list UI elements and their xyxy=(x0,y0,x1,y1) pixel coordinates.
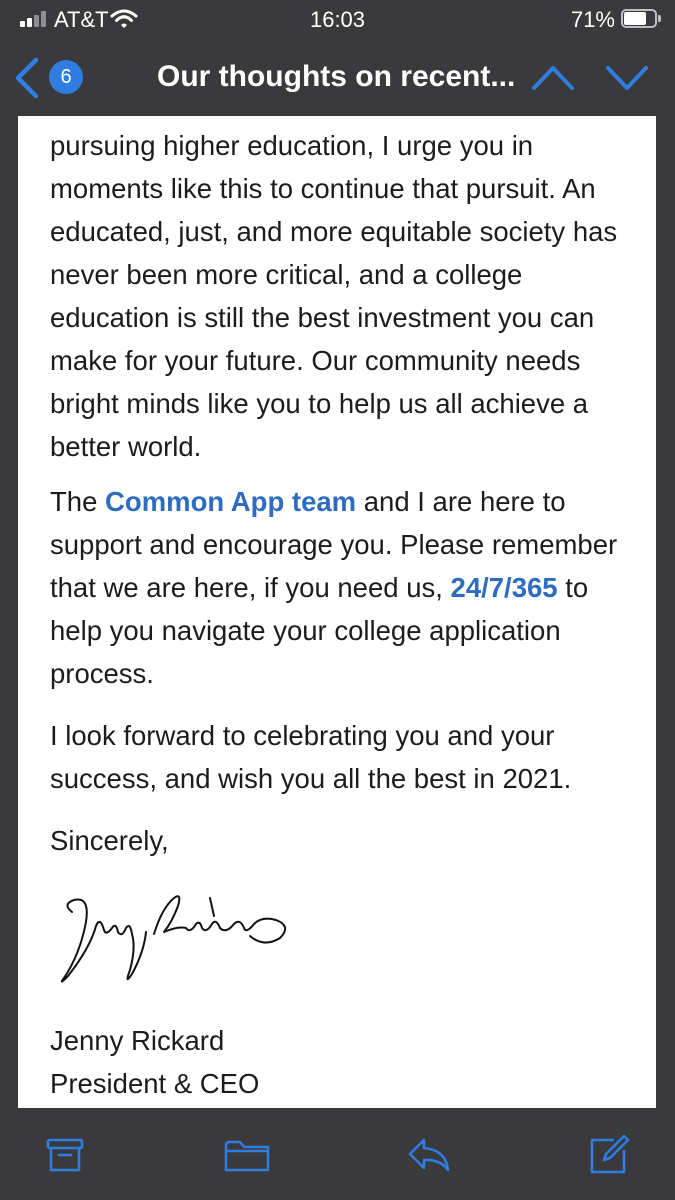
chevron-up-icon xyxy=(530,58,576,98)
carrier-name: AT&T xyxy=(54,7,109,32)
clock: 16:03 xyxy=(309,7,366,32)
message-body[interactable] xyxy=(18,116,656,1108)
reply-icon xyxy=(404,1130,454,1180)
body-text: The xyxy=(50,486,106,517)
next-message-button[interactable] xyxy=(604,58,650,98)
archive-icon xyxy=(40,1130,90,1180)
common-app-team-link[interactable]: Common App team xyxy=(105,486,357,517)
message-subject-title: Our thoughts on recent... xyxy=(157,60,516,93)
body-paragraph xyxy=(50,480,640,695)
folder-icon xyxy=(222,1130,272,1180)
previous-message-button[interactable] xyxy=(530,58,576,98)
bottom-toolbar xyxy=(0,1108,675,1200)
back-button[interactable] xyxy=(10,56,50,100)
chevron-down-icon xyxy=(604,58,650,98)
chevron-left-icon xyxy=(10,56,50,100)
navigation-bar xyxy=(0,38,675,116)
unread-count-badge: 6 xyxy=(49,60,83,94)
closing-line: Sincerely, xyxy=(50,825,169,856)
body-text: and I are here to support and encourage you. Please remember that we are here, if you need us, xyxy=(50,486,618,603)
compose-icon xyxy=(584,1130,634,1180)
sender-name: Jenny Rickard xyxy=(50,1025,225,1056)
compose-button[interactable] xyxy=(584,1130,634,1180)
body-paragraph: pursuing higher education, I urge you in moments like this to continue that pursuit. An educated, just, and more equitable society has never been more critical, and a college education is still the best investment you can make for your future. Our community needs bright minds like you to help us all achieve a better world. xyxy=(50,130,618,462)
support-hours-link[interactable]: 24/7/365 xyxy=(450,572,558,603)
status-bar xyxy=(0,0,675,38)
archive-button[interactable] xyxy=(40,1130,90,1180)
handwritten-signature xyxy=(50,874,310,994)
battery-percent: 71% xyxy=(570,7,615,32)
battery-icon xyxy=(621,9,661,28)
body-paragraph: I look forward to celebrating you and your success, and wish you all the best in 2021. xyxy=(50,720,572,794)
move-to-folder-button[interactable] xyxy=(222,1130,272,1180)
sender-title: President & CEO xyxy=(50,1068,260,1099)
body-text: to help you navigate your college application process. xyxy=(50,572,589,689)
reply-button[interactable] xyxy=(404,1130,454,1180)
